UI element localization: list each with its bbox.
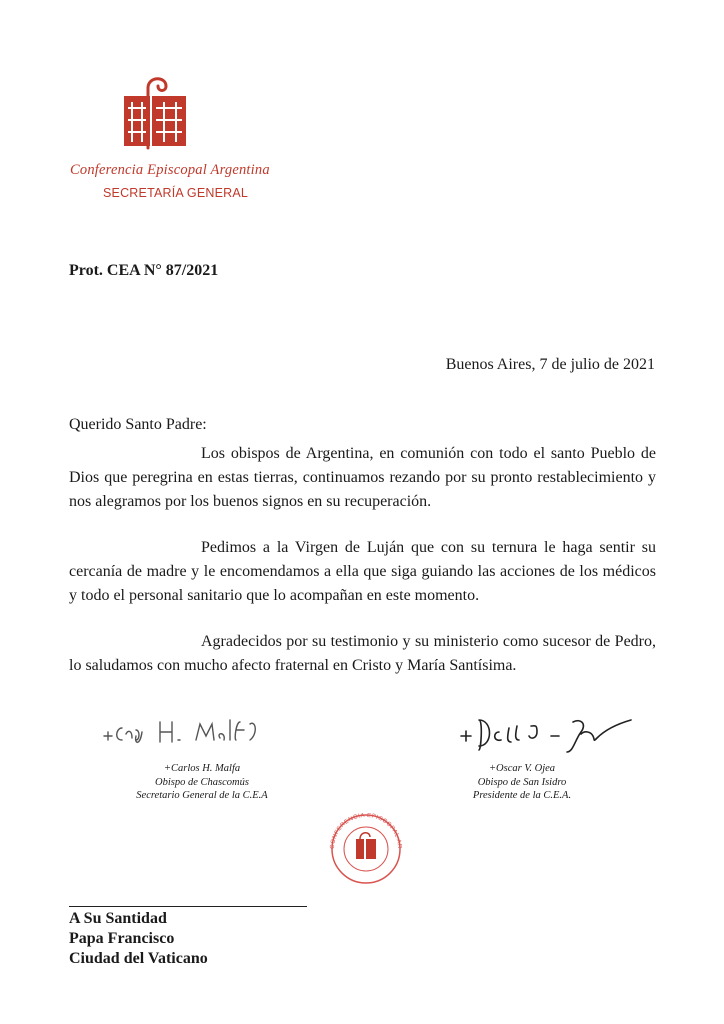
official-seal-icon [314,813,418,885]
signatory-title: Secretario General de la C.E.A [136,790,268,801]
recipient-line: A Su Santidad [69,910,167,927]
svg-text:CONFERENCIA EPISCOPAL ARGENTIN: CONFERENCIA EPISCOPAL AR [329,813,403,850]
salutation: Querido Santo Padre: [69,416,207,433]
recipient-line: Papa Francisco [69,930,175,947]
paragraph: Agradecidos por su testimonio y su ministerio como sucesor de Pedro, lo saludamos con mucho afecto fraternal en Cristo y María Santísima. [69,633,656,674]
paragraph: Pedimos a la Virgen de Luján que con su ternura le haga sentir su cercanía de madre y le encomendamos a ella que siga guiando las acciones de los médicos y todo el personal sanitario que lo acompañan en este momento. [69,539,656,604]
org-name: Conferencia Episcopal Argentina [70,162,270,178]
recipient-line: Ciudad del Vaticano [69,950,208,967]
department-name: SECRETARÍA GENERAL [103,186,249,200]
cea-logo-icon [118,72,192,152]
signature-ojea-icon [455,708,635,758]
signatory-malfa [104,762,300,803]
signatory-name: +Oscar V. Ojea [488,763,556,774]
recipient-block [69,909,208,969]
signatory-name: +Carlos H. Malfa [163,763,241,774]
signatory-title: Presidente de la C.E.A. [472,790,572,801]
date-line: Buenos Aires, 7 de julio de 2021 [445,356,655,373]
signature-malfa-icon [100,712,280,752]
separator-line [69,906,307,907]
protocol-number: Prot. CEA N° 87/2021 [69,262,219,279]
signatory-role: Obispo de San Isidro [477,776,567,788]
paragraph: Los obispos de Argentina, en comunión con todo el santo Pueblo de Dios que peregrina en estas tierras, continuamos rezando por su pronto restablecimiento y nos alegramos por los buenos signos en su recuperación. [69,445,656,510]
signatory-role: Obispo de Chascomús [155,776,249,788]
letter-body [69,442,656,700]
signatory-ojea [448,762,596,803]
